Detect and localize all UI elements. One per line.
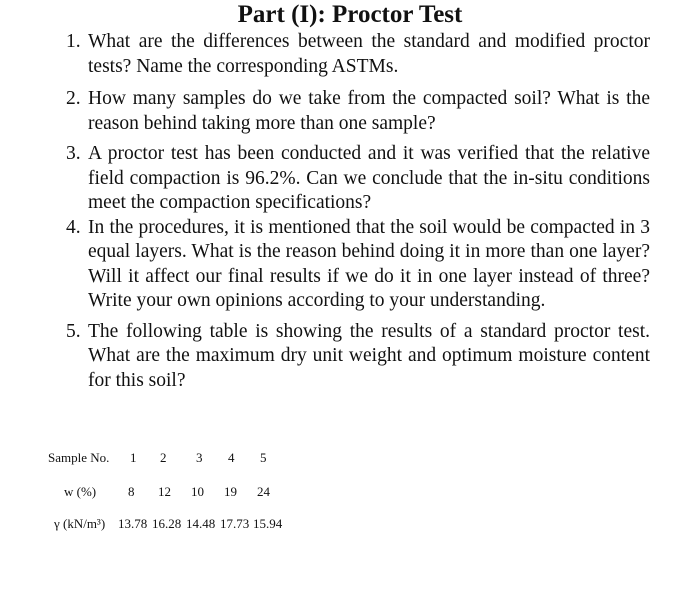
moisture-cell: 24 xyxy=(257,484,270,499)
question-number: 1. xyxy=(66,31,81,52)
question-number: 3. xyxy=(66,143,81,164)
sample-cell: 3 xyxy=(196,450,203,465)
unit-weight-cell: 14.48 xyxy=(186,516,216,531)
question-text: The following table is showing the results of a standard proctor test. What are the maximum dry unit weight and optimum moisture content for this soil? xyxy=(88,320,650,391)
question-2 xyxy=(66,87,650,136)
moisture-cell: 10 xyxy=(191,484,204,499)
moisture-label: w (%) xyxy=(64,484,97,499)
question-1 xyxy=(66,30,650,79)
question-text: How many samples do we take from the compacted soil? What is the reason behind taking more than one sample? xyxy=(88,88,650,134)
moisture-cell: 19 xyxy=(224,484,237,499)
sample-cell: 5 xyxy=(260,450,267,465)
question-text: What are the differences between the standard and modified proctor tests? Name the corresponding ASTMs. xyxy=(88,31,650,77)
question-number: 5. xyxy=(66,320,81,342)
question-number: 2. xyxy=(66,88,81,109)
sample-cell: 2 xyxy=(160,450,167,465)
sample-label: Sample No. xyxy=(48,450,110,465)
moisture-cell: 12 xyxy=(158,484,171,499)
question-3 xyxy=(66,142,650,216)
question-text: A proctor test has been conducted and it was verified that the relative field compaction is 96.2%. Can we conclude that the in-situ conditions meet the compaction specifications? xyxy=(88,143,650,213)
question-4 xyxy=(66,216,650,314)
question-list xyxy=(66,30,650,400)
question-5 xyxy=(66,320,650,394)
moisture-cell: 8 xyxy=(128,484,135,499)
unit-weight-cell: 15.94 xyxy=(253,516,283,531)
unit-weight-cell: 16.28 xyxy=(152,516,182,531)
sample-cell: 4 xyxy=(228,450,235,465)
unit-weight-cell: 17.73 xyxy=(220,516,250,531)
unit-weight-label: γ (kN/m³) xyxy=(54,516,106,531)
unit-weight-cell: 13.78 xyxy=(118,516,148,531)
sample-cell: 1 xyxy=(130,450,137,465)
page-title: Part (I): Proctor Test xyxy=(237,1,463,28)
question-number: 4. xyxy=(66,216,81,238)
question-text: In the procedures, it is mentioned that the soil would be compacted in 3 equal layers. What is the reason behind doing it in more than one layer? Will it affect our final results if we do it in one layer instead of three? Write your own opinions according to your understanding. xyxy=(88,216,650,311)
